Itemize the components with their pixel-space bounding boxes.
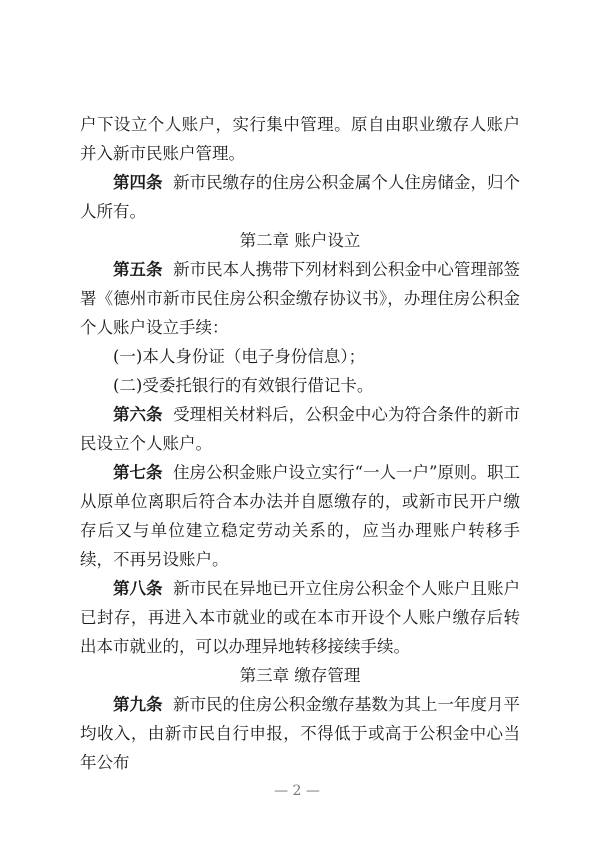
article-text: 受理相关材料后，公积金中心为符合条件的新市民设立个人账户。 bbox=[80, 405, 520, 453]
article-label: 第七条 bbox=[113, 463, 163, 482]
document-body bbox=[80, 110, 520, 777]
chapter-heading-2: 第二章 账户设立 bbox=[239, 231, 361, 250]
article-label: 第四条 bbox=[113, 173, 163, 192]
chapter-heading-3: 第三章 缴存管理 bbox=[239, 666, 361, 685]
page-number: — 2 — bbox=[274, 783, 320, 799]
list-item: (一)本人身份证（电子身份信息）； bbox=[113, 347, 366, 366]
article-label: 第九条 bbox=[113, 695, 163, 714]
article-8 bbox=[80, 574, 520, 661]
article-text: 新市民缴存的住房公积金属个人住房储金，归个人所有。 bbox=[80, 173, 520, 221]
article-label: 第八条 bbox=[113, 579, 163, 598]
article-label: 第五条 bbox=[113, 260, 163, 279]
article-text: 住房公积金账户设立实行“一人一户”原则。职工从原单位离职后符合本办法并自愿缴存的，或新市民开户缴存后又与单位建立稳定劳动关系的，应当办理账户转移手续，不再另设账户。 bbox=[80, 463, 520, 569]
list-item: (二)受委托银行的有效银行借记卡。 bbox=[113, 376, 374, 395]
article-5 bbox=[80, 255, 520, 342]
article-7 bbox=[80, 458, 520, 574]
paragraph-continuation: 户下设立个人账户，实行集中管理。原自由职业缴存人账户并入新市民账户管理。 bbox=[80, 115, 520, 163]
article-text: 新市民本人携带下列材料到公积金中心管理部签署《德州市新市民住房公积金缴存协议书》，办理住房公积金个人账户设立手续： bbox=[80, 260, 520, 337]
article-9 bbox=[80, 690, 520, 777]
article-text: 新市民在异地已开立住房公积金个人账户且账户已封存，再进入本市就业的或在本市开设个人账户缴存后转出本市就业的，可以办理异地转移接续手续。 bbox=[80, 579, 520, 656]
article-6 bbox=[80, 400, 520, 458]
article-4 bbox=[80, 168, 520, 226]
article-text: 新市民的住房公积金缴存基数为其上一年度月平均收入，由新市民自行申报，不得低于或高于公积金中心当年公布 bbox=[80, 695, 520, 772]
article-label: 第六条 bbox=[113, 405, 163, 424]
